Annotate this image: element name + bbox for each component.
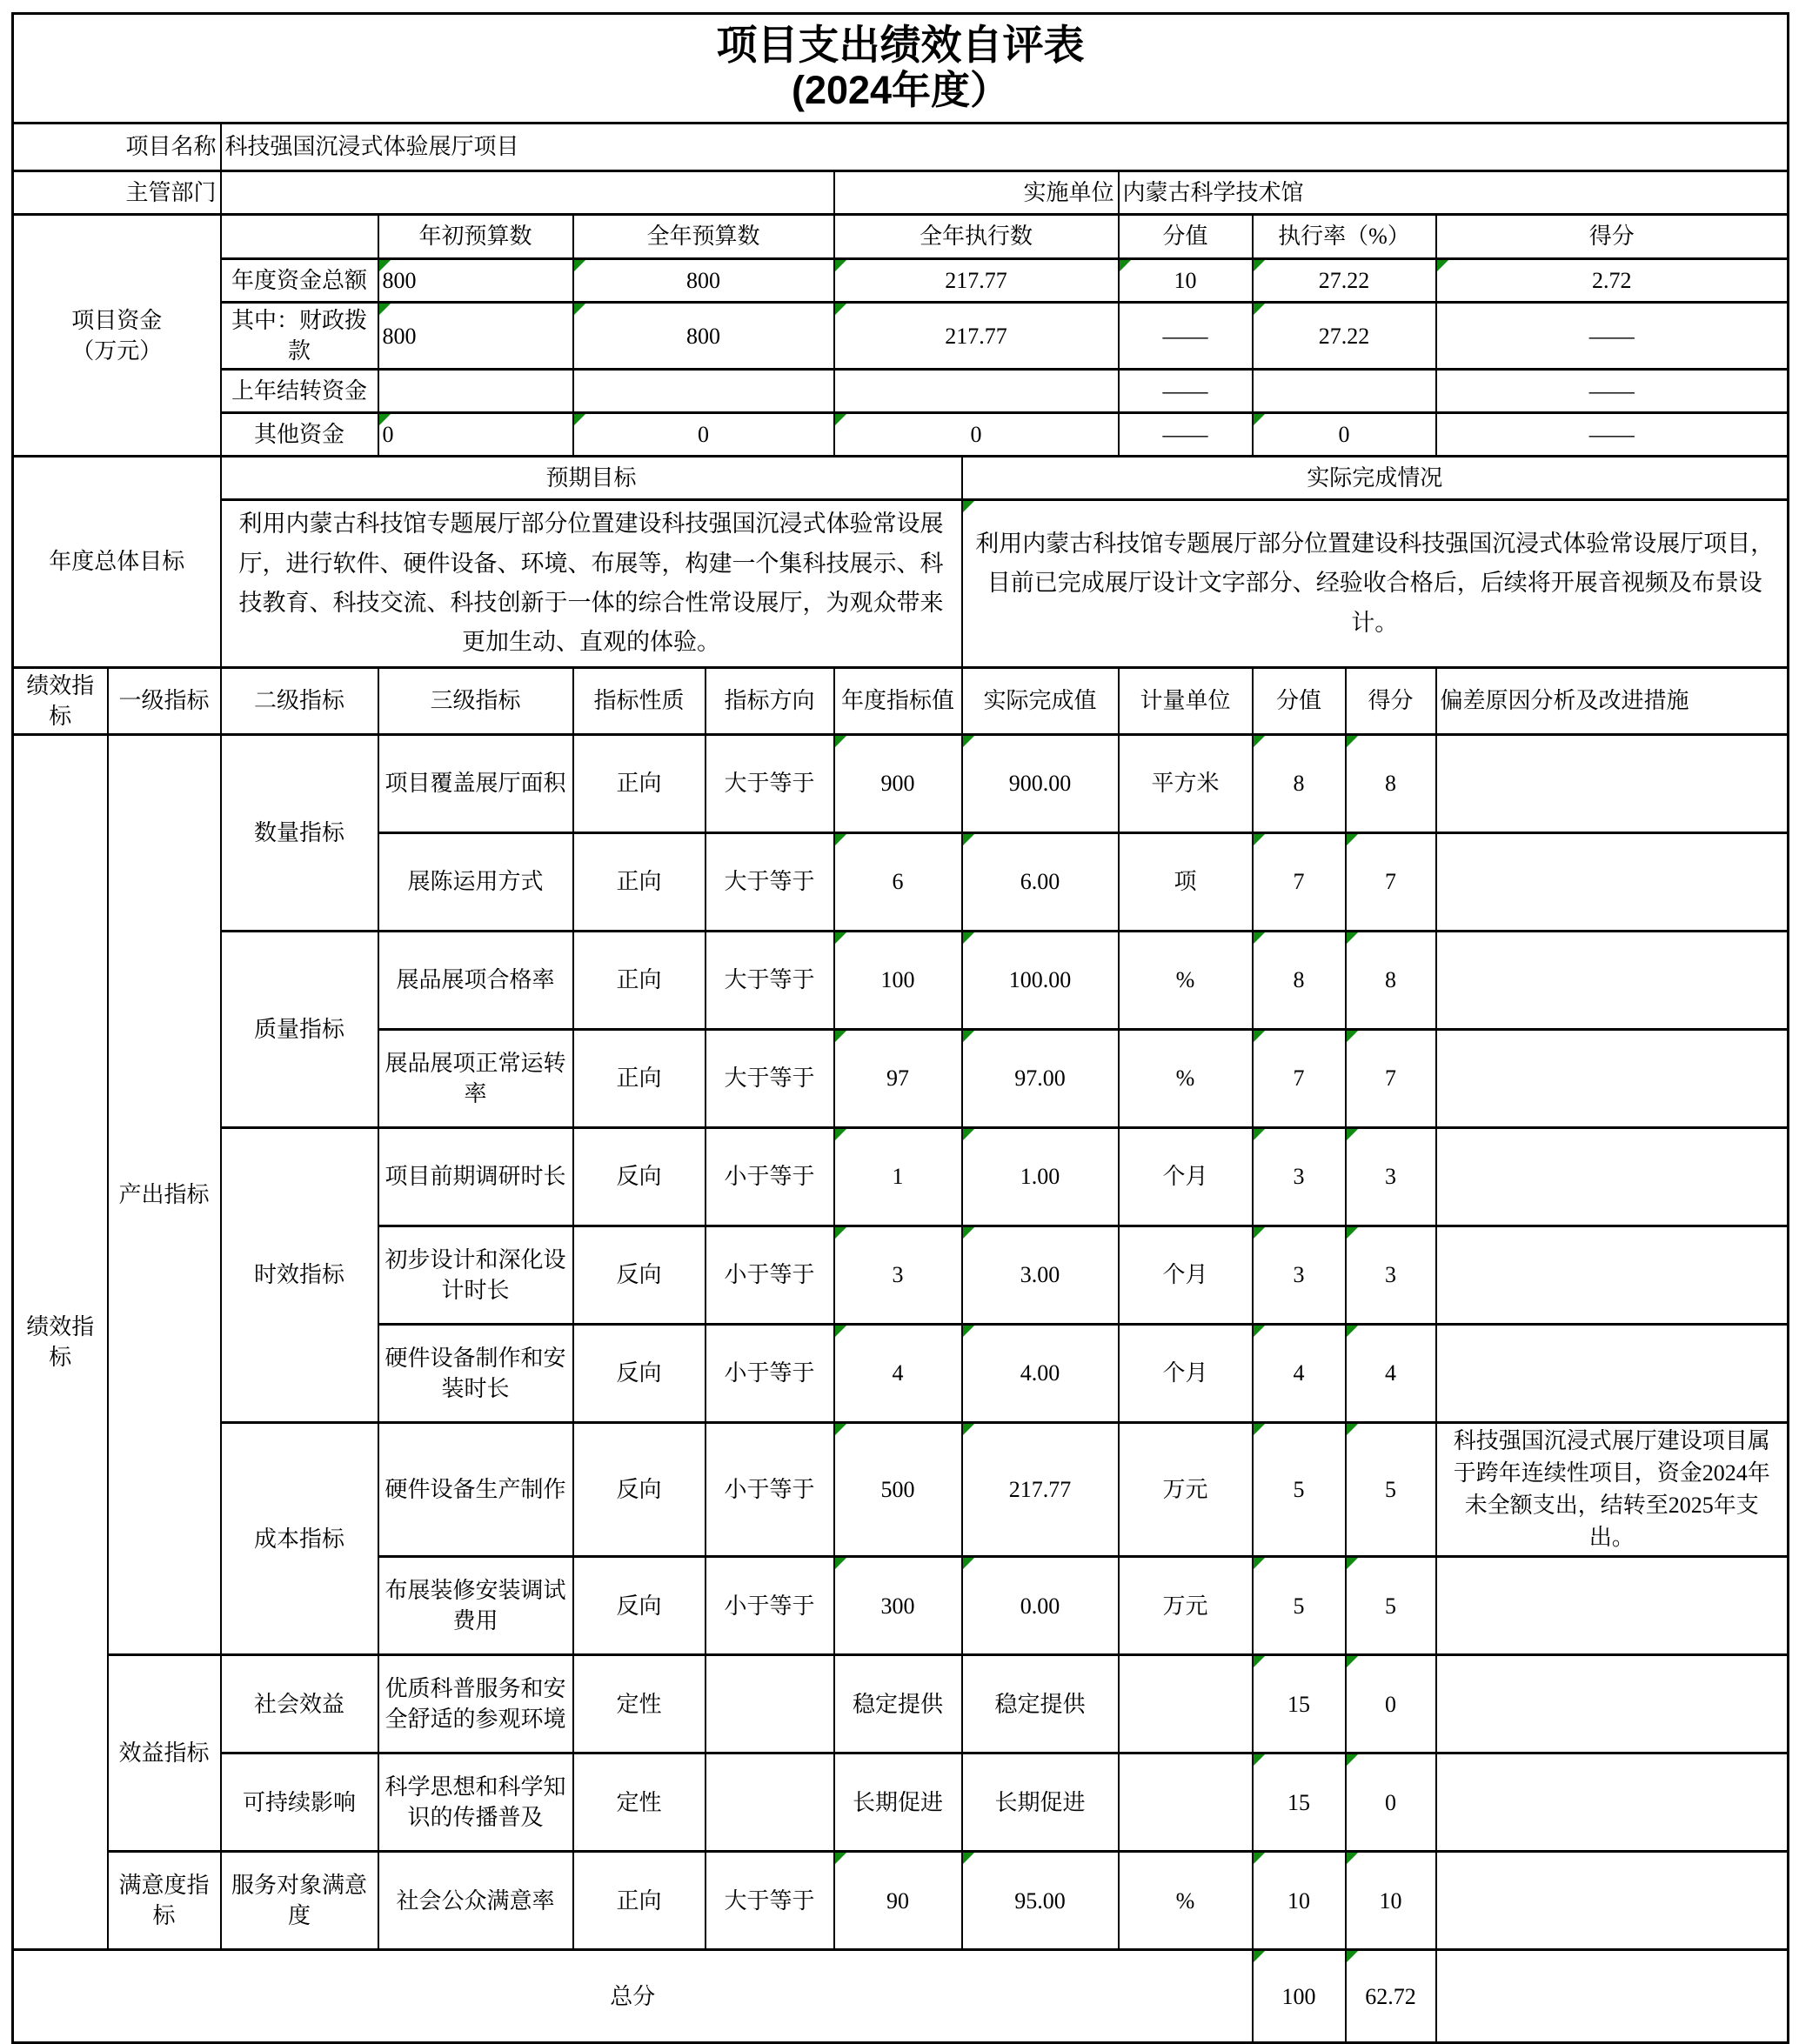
expected-goal-text: 利用内蒙古科技馆专题展厅部分位置建设科技强国沉浸式体验常设展厅，进行软件、硬件设备、环境、布展等，构建一个集科技展示、科技教育、科技交流、科技创新于一体的综合性常设展厅，为观众带来更加生动、直观的体验。	[221, 500, 962, 667]
score-cell: 3	[1346, 1226, 1436, 1324]
target-cell: 稳定提供	[834, 1655, 962, 1753]
score-cell: 8	[1346, 931, 1436, 1029]
actual-cell: 3.00	[962, 1226, 1119, 1324]
funding-row-label: 其中：财政拨款	[221, 303, 378, 370]
nature-cell: 反向	[573, 1324, 706, 1422]
indicators-header-group: 绩效指标	[13, 667, 108, 734]
unit-cell: 项	[1119, 832, 1253, 931]
level2-label-service-target: 服务对象满意度	[221, 1852, 378, 1950]
level1-label-output: 产出指标	[108, 734, 221, 1655]
level1-label-satisfaction: 满意度指标	[108, 1852, 221, 1950]
implementing-unit-value: 内蒙古科学技术馆	[1119, 171, 1789, 215]
score-cell: 0	[1346, 1655, 1436, 1753]
level3-label: 优质科普服务和安全舒适的参观环境	[378, 1655, 573, 1753]
target-cell: 900	[834, 734, 962, 832]
funding-score-value: 2.72	[1436, 259, 1789, 303]
target-cell: 长期促进	[834, 1753, 962, 1852]
points-cell: 4	[1253, 1324, 1346, 1422]
level3-label: 项目前期调研时长	[378, 1127, 573, 1226]
annual-goals-label: 年度总体目标	[13, 457, 221, 667]
nature-cell: 定性	[573, 1753, 706, 1852]
points-cell: 3	[1253, 1226, 1346, 1324]
department-label: 主管部门	[13, 171, 221, 215]
funding-annual-value: 800	[573, 303, 834, 370]
actual-cell: 4.00	[962, 1324, 1119, 1422]
unit-cell: 个月	[1119, 1127, 1253, 1226]
direction-cell	[706, 1753, 834, 1852]
unit-cell: 个月	[1119, 1324, 1253, 1422]
actual-cell: 100.00	[962, 931, 1119, 1029]
actual-cell: 稳定提供	[962, 1655, 1119, 1753]
actual-result-text: 利用内蒙古科技馆专题展厅部分位置建设科技强国沉浸式体验常设展厅项目，目前已完成展厅设计文字部分、经验收合格后，后续将开展音视频及布景设计。	[962, 500, 1789, 667]
funding-row-label: 其他资金	[221, 413, 378, 457]
unit-cell	[1119, 1753, 1253, 1852]
level2-label-timeliness: 时效指标	[221, 1127, 378, 1422]
target-cell: 4	[834, 1324, 962, 1422]
remark-cell	[1436, 931, 1789, 1029]
level3-label: 社会公众满意率	[378, 1852, 573, 1950]
target-cell: 1	[834, 1127, 962, 1226]
implementing-unit-label: 实施单位	[834, 171, 1119, 215]
nature-cell: 正向	[573, 931, 706, 1029]
score-cell: 5	[1346, 1422, 1436, 1557]
project-name-label: 项目名称	[13, 124, 221, 171]
unit-cell: 平方米	[1119, 734, 1253, 832]
direction-cell: 大于等于	[706, 734, 834, 832]
funding-row-label: 年度资金总额	[221, 259, 378, 303]
direction-cell: 大于等于	[706, 931, 834, 1029]
remark-cell	[1436, 1852, 1789, 1950]
level2-label-sustainability: 可持续影响	[221, 1753, 378, 1852]
funding-rate-value: 27.22	[1253, 259, 1436, 303]
actual-result-header: 实际完成情况	[962, 457, 1789, 500]
level3-label: 展品展项正常运转率	[378, 1029, 573, 1127]
page-title-year: (2024年度）	[791, 67, 1010, 112]
remark-cell: 科技强国沉浸式展厅建设项目属于跨年连续性项目，资金2024年未全额支出，结转至2025年支出。	[1436, 1422, 1789, 1557]
points-cell: 5	[1253, 1422, 1346, 1557]
nature-cell: 正向	[573, 1029, 706, 1127]
level2-label-cost: 成本指标	[221, 1422, 378, 1655]
points-cell: 15	[1253, 1655, 1346, 1753]
direction-cell	[706, 1655, 834, 1753]
score-cell: 3	[1346, 1127, 1436, 1226]
total-remark-cell	[1436, 1950, 1789, 2043]
funding-points-value: 10	[1119, 259, 1253, 303]
remark-cell	[1436, 734, 1789, 832]
direction-cell: 小于等于	[706, 1422, 834, 1557]
remark-cell	[1436, 1753, 1789, 1852]
level3-label: 硬件设备制作和安装时长	[378, 1324, 573, 1422]
funding-label-line2: （万元）	[71, 337, 163, 364]
indicator-group-label: 绩效指标	[13, 734, 108, 1950]
unit-cell: 个月	[1119, 1226, 1253, 1324]
score-cell: 7	[1346, 832, 1436, 931]
unit-cell: 万元	[1119, 1422, 1253, 1557]
target-cell: 6	[834, 832, 962, 931]
score-cell: 8	[1346, 734, 1436, 832]
expected-goal-header: 预期目标	[221, 457, 962, 500]
indicators-header-direction: 指标方向	[706, 667, 834, 734]
points-cell: 7	[1253, 832, 1346, 931]
funding-annual-value	[573, 370, 834, 413]
target-cell: 500	[834, 1422, 962, 1557]
score-cell: 10	[1346, 1852, 1436, 1950]
department-value	[221, 171, 834, 215]
funding-annual-value: 800	[573, 259, 834, 303]
indicators-header-unit: 计量单位	[1119, 667, 1253, 734]
indicators-header-points: 分值	[1253, 667, 1346, 734]
performance-self-evaluation-table	[11, 12, 1789, 2044]
unit-cell: %	[1119, 1852, 1253, 1950]
page-title: 项目支出绩效自评表	[716, 21, 1085, 68]
funding-annual-value: 0	[573, 413, 834, 457]
funding-points-value: ——	[1119, 303, 1253, 370]
indicators-header-target: 年度指标值	[834, 667, 962, 734]
funding-executed-value: 217.77	[834, 259, 1119, 303]
funding-executed-value: 217.77	[834, 303, 1119, 370]
funding-header-initial-budget: 年初预算数	[378, 215, 573, 259]
level2-label-quantity: 数量指标	[221, 734, 378, 931]
target-cell: 3	[834, 1226, 962, 1324]
level3-label: 初步设计和深化设计时长	[378, 1226, 573, 1324]
funding-initial-value: 800	[378, 259, 573, 303]
nature-cell: 定性	[573, 1655, 706, 1753]
unit-cell	[1119, 1655, 1253, 1753]
actual-cell: 900.00	[962, 734, 1119, 832]
total-score-label: 总分	[13, 1950, 1253, 2043]
level3-label: 硬件设备生产制作	[378, 1422, 573, 1557]
score-cell: 0	[1346, 1753, 1436, 1852]
funding-header-blank	[221, 215, 378, 259]
project-name-value: 科技强国沉浸式体验展厅项目	[221, 124, 1789, 171]
level3-label: 布展装修安装调试费用	[378, 1557, 573, 1655]
funding-row-label: 上年结转资金	[221, 370, 378, 413]
level2-label-quality: 质量指标	[221, 931, 378, 1127]
funding-header-score: 得分	[1436, 215, 1789, 259]
funding-initial-value	[378, 370, 573, 413]
actual-cell: 0.00	[962, 1557, 1119, 1655]
nature-cell: 正向	[573, 734, 706, 832]
indicators-header-remark: 偏差原因分析及改进措施	[1436, 667, 1789, 734]
score-cell: 7	[1346, 1029, 1436, 1127]
points-cell: 15	[1253, 1753, 1346, 1852]
target-cell: 100	[834, 931, 962, 1029]
score-cell: 5	[1346, 1557, 1436, 1655]
funding-header-points: 分值	[1119, 215, 1253, 259]
funding-score-value: ——	[1436, 303, 1789, 370]
actual-cell: 97.00	[962, 1029, 1119, 1127]
points-cell: 10	[1253, 1852, 1346, 1950]
nature-cell: 反向	[573, 1127, 706, 1226]
level2-label-social-benefit: 社会效益	[221, 1655, 378, 1753]
target-cell: 300	[834, 1557, 962, 1655]
actual-cell: 217.77	[962, 1422, 1119, 1557]
funding-executed-value	[834, 370, 1119, 413]
unit-cell: 万元	[1119, 1557, 1253, 1655]
direction-cell: 大于等于	[706, 832, 834, 931]
level3-label: 展品展项合格率	[378, 931, 573, 1029]
funding-header-annual-budget: 全年预算数	[573, 215, 834, 259]
indicators-header-level1: 一级指标	[108, 667, 221, 734]
score-cell: 4	[1346, 1324, 1436, 1422]
funding-rate-value: 0	[1253, 413, 1436, 457]
actual-cell: 95.00	[962, 1852, 1119, 1950]
total-score-value: 62.72	[1346, 1950, 1436, 2043]
funding-rate-value: 27.22	[1253, 303, 1436, 370]
points-cell: 7	[1253, 1029, 1346, 1127]
funding-rate-value	[1253, 370, 1436, 413]
remark-cell	[1436, 1557, 1789, 1655]
nature-cell: 反向	[573, 1557, 706, 1655]
target-cell: 90	[834, 1852, 962, 1950]
remark-cell	[1436, 1029, 1789, 1127]
actual-cell: 1.00	[962, 1127, 1119, 1226]
remark-cell	[1436, 1655, 1789, 1753]
level3-label: 展陈运用方式	[378, 832, 573, 931]
funding-initial-value: 0	[378, 413, 573, 457]
funding-points-value: ——	[1119, 370, 1253, 413]
level1-label-benefit: 效益指标	[108, 1655, 221, 1852]
points-cell: 5	[1253, 1557, 1346, 1655]
indicators-header-level3: 三级指标	[378, 667, 573, 734]
remark-cell	[1436, 1226, 1789, 1324]
target-cell: 97	[834, 1029, 962, 1127]
actual-cell: 6.00	[962, 832, 1119, 931]
direction-cell: 小于等于	[706, 1127, 834, 1226]
nature-cell: 正向	[573, 832, 706, 931]
funding-label-line1: 项目资金	[71, 307, 163, 333]
funding-initial-value: 800	[378, 303, 573, 370]
points-cell: 8	[1253, 734, 1346, 832]
funding-points-value: ——	[1119, 413, 1253, 457]
nature-cell: 正向	[573, 1852, 706, 1950]
funding-executed-value: 0	[834, 413, 1119, 457]
level3-label: 项目覆盖展厅面积	[378, 734, 573, 832]
remark-cell	[1436, 1127, 1789, 1226]
indicators-header-score: 得分	[1346, 667, 1436, 734]
nature-cell: 反向	[573, 1226, 706, 1324]
remark-cell	[1436, 1324, 1789, 1422]
table-title-block	[13, 14, 1789, 124]
indicators-header-level2: 二级指标	[221, 667, 378, 734]
funding-section-label	[13, 215, 221, 457]
indicators-header-nature: 指标性质	[573, 667, 706, 734]
funding-score-value: ——	[1436, 370, 1789, 413]
unit-cell: %	[1119, 1029, 1253, 1127]
funding-score-value: ——	[1436, 413, 1789, 457]
actual-cell: 长期促进	[962, 1753, 1119, 1852]
direction-cell: 大于等于	[706, 1029, 834, 1127]
remark-cell	[1436, 832, 1789, 931]
total-points-value: 100	[1253, 1950, 1346, 2043]
nature-cell: 反向	[573, 1422, 706, 1557]
funding-header-executed: 全年执行数	[834, 215, 1119, 259]
funding-header-rate: 执行率（%）	[1253, 215, 1436, 259]
direction-cell: 小于等于	[706, 1324, 834, 1422]
indicators-header-actual: 实际完成值	[962, 667, 1119, 734]
points-cell: 8	[1253, 931, 1346, 1029]
direction-cell: 小于等于	[706, 1557, 834, 1655]
level3-label: 科学思想和科学知识的传播普及	[378, 1753, 573, 1852]
direction-cell: 大于等于	[706, 1852, 834, 1950]
direction-cell: 小于等于	[706, 1226, 834, 1324]
points-cell: 3	[1253, 1127, 1346, 1226]
unit-cell: %	[1119, 931, 1253, 1029]
